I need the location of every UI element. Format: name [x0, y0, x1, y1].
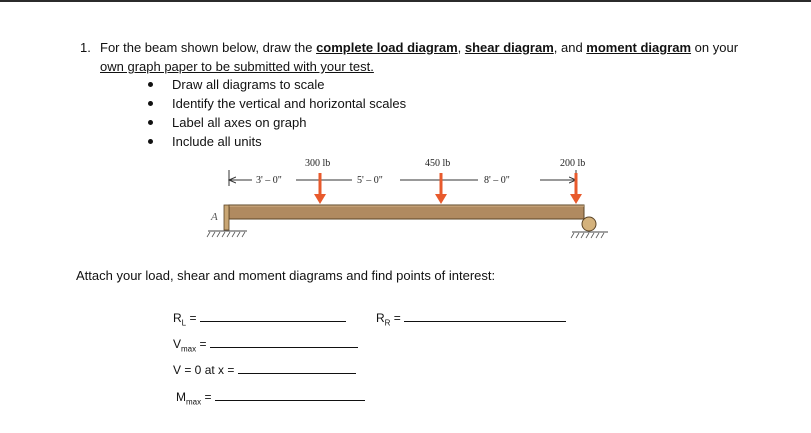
- mmax-answer-line[interactable]: [215, 388, 365, 401]
- vmax-equals: =: [196, 337, 207, 351]
- load-label-450: 450 lb: [425, 158, 451, 169]
- rr-field: [376, 309, 566, 327]
- span-label-bc: 5' – 0": [357, 175, 383, 186]
- rr-subscript: R: [384, 318, 391, 328]
- instruction-item: Include all units: [148, 132, 406, 151]
- rl-subscript: L: [181, 318, 187, 328]
- mmax-field: [176, 388, 365, 406]
- load-label-200: 200 lb: [560, 158, 586, 169]
- span-label-cd: 8' – 0": [484, 175, 510, 186]
- mmax-label: M: [176, 390, 186, 404]
- beam: [229, 205, 584, 219]
- on-your-text: on your: [691, 40, 739, 55]
- moment-diagram-term: moment diagram: [586, 40, 692, 55]
- v-zero-answer-line[interactable]: [238, 361, 356, 374]
- vmax-subscript: max: [181, 344, 197, 354]
- load-arrow-300: [314, 173, 326, 204]
- support-a-label: A: [211, 211, 218, 223]
- rr-answer-line[interactable]: [404, 309, 566, 322]
- load-arrow-450: [435, 173, 447, 204]
- load-arrow-200: [570, 173, 582, 204]
- comma: ,: [457, 40, 465, 55]
- shear-diagram-term: shear diagram: [464, 40, 554, 55]
- question-line-2: own graph paper to be submitted with your test.: [100, 59, 374, 74]
- vmax-field: [173, 335, 358, 353]
- attach-instruction: Attach your load, shear and moment diagrams and find points of interest:: [76, 268, 496, 283]
- load-label-300: 300 lb: [305, 158, 331, 169]
- v-zero-field: [173, 361, 356, 377]
- rr-label: R: [376, 311, 385, 325]
- rl-equals: =: [186, 311, 197, 325]
- v-zero-label: V = 0 at x =: [173, 363, 235, 377]
- instruction-item: Identify the vertical and horizontal scales: [148, 94, 406, 113]
- vmax-answer-line[interactable]: [210, 335, 358, 348]
- roller-support: [571, 217, 608, 238]
- rl-field: [173, 309, 346, 327]
- mmax-equals: =: [201, 390, 212, 404]
- span-label-ab: 3' – 0": [256, 175, 282, 186]
- instruction-item: Draw all diagrams to scale: [148, 75, 406, 94]
- rr-equals: =: [390, 311, 401, 325]
- and-text: , and: [553, 40, 587, 55]
- instruction-item: Label all axes on graph: [148, 113, 406, 132]
- vmax-label: V: [173, 337, 182, 351]
- question-intro: For the beam shown below, draw the: [100, 40, 317, 55]
- question-number: 1.: [80, 40, 91, 55]
- rl-answer-line[interactable]: [200, 309, 346, 322]
- rl-label: R: [173, 311, 182, 325]
- mmax-subscript: max: [186, 397, 202, 407]
- load-diagram-term: complete load diagram: [316, 40, 458, 55]
